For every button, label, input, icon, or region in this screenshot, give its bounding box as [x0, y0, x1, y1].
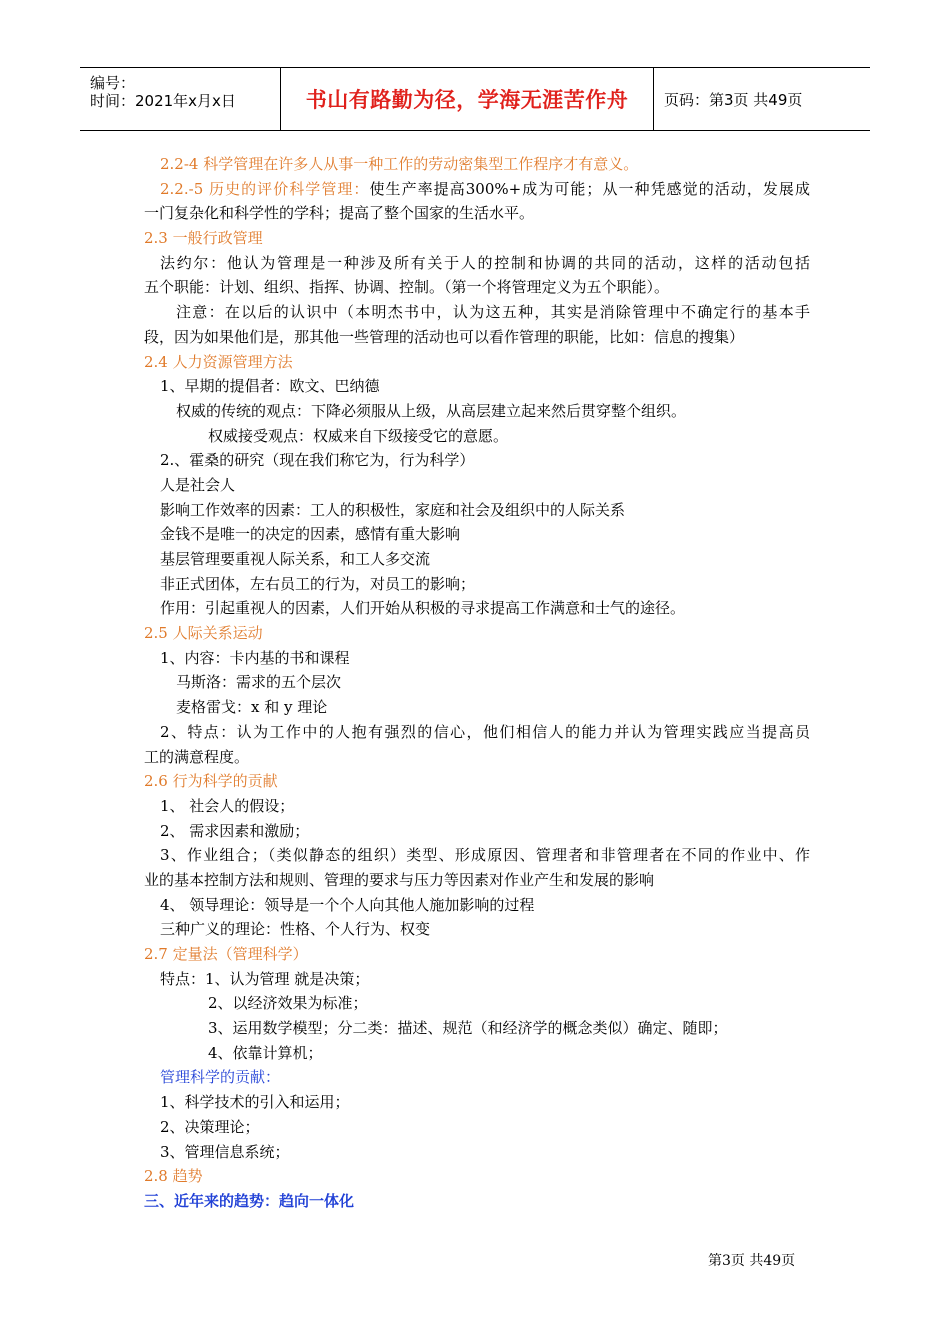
section-heading: 2.4 人力资源管理方法	[144, 352, 293, 371]
list-item: 1、 社会人的假设；	[160, 796, 295, 815]
paragraph-line: 一门复杂化和科学性的学科；提高了整个国家的生活水平。	[144, 204, 535, 223]
header-motto-cell	[281, 68, 654, 130]
paragraph-line: 段，因为如果他们是，那其他一些管理的活动也可以看作管理的职能，比如：信息的搜集）	[144, 327, 745, 346]
page-header	[80, 67, 870, 131]
section-heading: 2.3 一般行政管理	[144, 229, 263, 248]
paragraph-line: 3、作业组合；（类似静态的组织）类型、形成原因、管理者和非管理者在不同的作业中、作	[160, 846, 810, 865]
document-number-label: 编号：	[90, 74, 136, 92]
chapter-heading: 三、近年来的趋势：趋向一体化	[144, 1191, 355, 1210]
list-item: 2、以经济效果为标准；	[208, 994, 368, 1013]
list-item: 3、运用数学模型；分二类：描述、规范（和经济学的概念类似）确定、随即；	[208, 1019, 728, 1038]
paragraph-line: 五个职能：计划、组织、指挥、协调、控制。（第一个将管理定义为五个职能）。	[144, 278, 670, 297]
list-item: 特点：1、认为管理 就是决策；	[160, 969, 370, 988]
paragraph-line: 注意：在以后的认识中（本明杰书中，认为这五种，其实是消除管理中不确定行的基本手	[176, 303, 810, 322]
inline-heading: 2.2.-5 历史的评价科学管理：	[160, 179, 370, 198]
inline-text: 使生产率提高300%+成为可能；从一种凭感觉的活动，发展成	[369, 179, 810, 198]
list-item: 权威接受观点：权威来自下级接受它的意愿。	[208, 426, 509, 445]
paragraph-line	[144, 177, 810, 202]
section-heading: 2.7 定量法（管理科学）	[144, 945, 308, 963]
list-item: 基层管理要重视人际关系，和工人多交流	[160, 550, 431, 568]
list-item: 三种广义的理论：性格、个人行为、权变	[160, 920, 431, 939]
list-item: 1、早期的提倡者：欧文、巴纳德	[160, 377, 380, 396]
list-item: 金钱不是唯一的决定的因素，感情有重大影响	[160, 525, 461, 544]
list-item: 3、管理信息系统；	[160, 1142, 290, 1161]
section-heading: 2.5 人际关系运动	[144, 624, 263, 643]
header-page-info: 页码：第3页 共49页	[664, 90, 803, 109]
list-item: 人是社会人	[160, 475, 236, 494]
section-heading: 2.8 趋势	[144, 1167, 203, 1186]
list-item: 1、内容：卡内基的书和课程	[160, 648, 350, 667]
document-body	[144, 152, 810, 1214]
paragraph-line: 工的满意程度。	[144, 747, 250, 766]
list-item: 2、决策理论；	[160, 1117, 260, 1136]
section-heading: 2.6 行为科学的贡献	[144, 772, 278, 791]
list-item: 权威的传统的观点：下降必须服从上级，从高层建立起来然后贯穿整个组织。	[176, 401, 687, 420]
list-item: 4、 领导理论：领导是一个个人向其他人施加影响的过程	[160, 895, 535, 914]
list-item: 2.、霍桑的研究（现在我们称它为，行为科学）	[160, 451, 475, 470]
list-item: 作用：引起重视人的因素，人们开始从积极的寻求提高工作满意和士气的途径。	[160, 599, 686, 618]
document-time-label: 时间：2021年x月x日	[90, 92, 236, 110]
list-item: 1、科学技术的引入和运用；	[160, 1093, 350, 1112]
paragraph-line: 2.2-4 科学管理在许多人从事一种工作的劳动密集型工作程序才有意义。	[160, 155, 639, 173]
list-item: 2、 需求因素和激励；	[160, 821, 310, 840]
paragraph-line: 2、特点：认为工作中的人抱有强烈的信心，他们相信人的能力并认为管理实践应当提高员	[160, 722, 810, 741]
paragraph-line: 业的基本控制方法和规则、管理的要求与压力等因素对作业产生和发展的影响	[144, 870, 655, 889]
list-item: 麦格雷戈：x 和 y 理论	[176, 698, 328, 717]
list-item: 非正式团体，左右员工的行为，对员工的影响；	[160, 574, 476, 593]
header-motto: 书山有路勤为径，学海无涯苦作舟	[305, 88, 629, 112]
list-item: 影响工作效率的因素：工人的积极性，家庭和社会及组织中的人际关系	[160, 500, 626, 519]
paragraph-line: 法约尔：他认为管理是一种涉及所有关于人的控制和协调的共同的活动，这样的活动包括	[160, 253, 810, 272]
page-footer: 第3页 共49页	[708, 1253, 796, 1269]
header-meta	[80, 68, 281, 130]
list-item: 马斯洛：需求的五个层次	[176, 673, 342, 692]
list-item: 4、依靠计算机；	[208, 1043, 323, 1062]
subsection-heading: 管理科学的贡献：	[160, 1068, 281, 1087]
